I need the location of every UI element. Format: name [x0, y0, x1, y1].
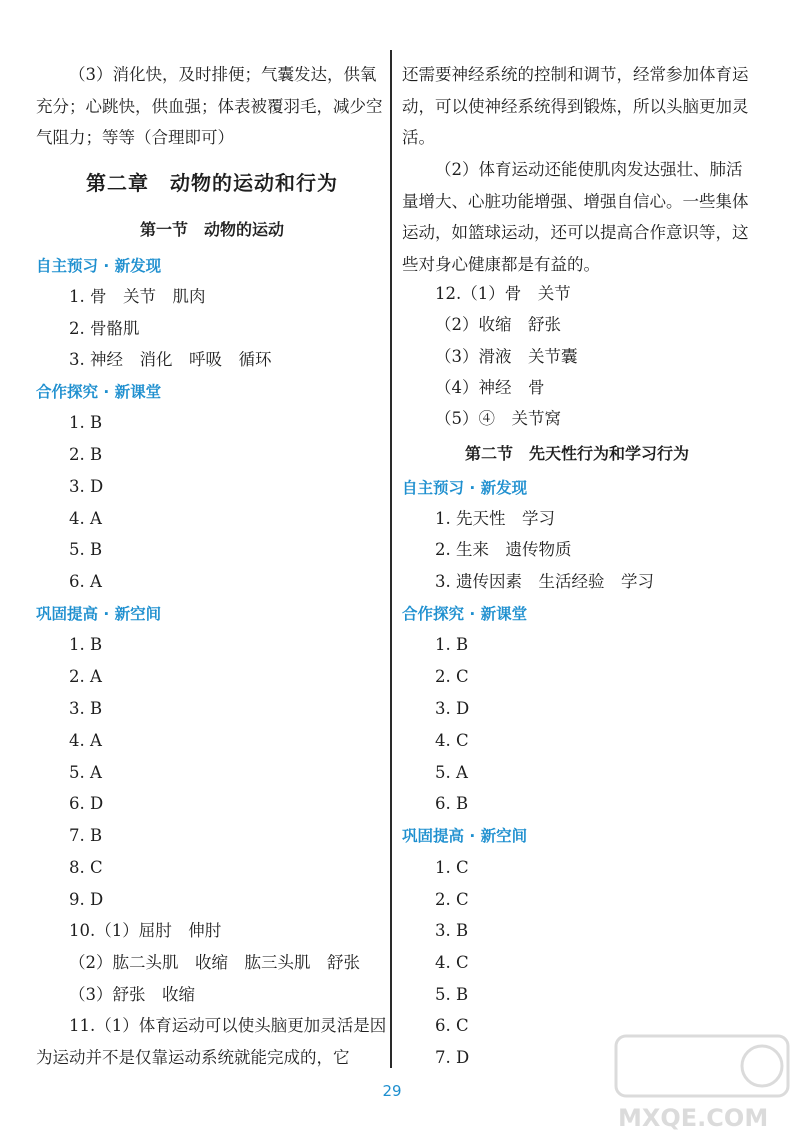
list-item: 1. B — [69, 413, 103, 432]
list-item: 6. B — [435, 794, 469, 813]
list-item: 2. 生来 遗传物质 — [435, 540, 572, 559]
continuation-paragraph: 还需要神经系统的控制和调节，经常参加体育运动，可以使神经系统得到锻炼，所以头脑更加灵活。 — [402, 65, 749, 147]
list-item: 4. A — [69, 731, 102, 750]
heading-explore-2: 合作探究 · 新课堂 — [402, 605, 528, 623]
list-item: 6. C — [435, 1016, 469, 1035]
list-item: 8. C — [69, 858, 103, 877]
list-item: 5. B — [435, 985, 469, 1004]
list-item: （4）神经 骨 — [435, 378, 545, 397]
section-title-1: 第一节 动物的运动 — [139, 220, 284, 239]
heading-explore-1: 合作探究 · 新课堂 — [36, 383, 162, 401]
list-item: 3. D — [69, 477, 104, 496]
list-item: 12.（1）骨 关节 — [435, 284, 571, 303]
list-item: 1. 先天性 学习 — [435, 509, 555, 528]
list-item: 2. A — [69, 667, 102, 686]
list-item: 6. D — [69, 794, 104, 813]
list-item: 7. B — [69, 826, 103, 845]
list-item: 5. A — [69, 763, 102, 782]
question-11-paragraph: 11.（1）体育运动可以使头脑更加灵活是因为运动并不是仅靠运动系统就能完成的，它 — [36, 1016, 387, 1067]
list-item: （5）④ 关节窝 — [435, 409, 561, 428]
intro-paragraph: （3）消化快，及时排便；气囊发达，供氧充分；心跳快，供血强；体表被覆羽毛，减少空气阻力；等等（合理即可） — [36, 65, 383, 147]
heading-consolidate-1: 巩固提高 · 新空间 — [36, 605, 162, 623]
heading-preview-2: 自主预习 · 新发现 — [402, 479, 528, 497]
list-item: 10.（1）屈肘 伸肘 — [69, 921, 222, 940]
list-item: 3. 遗传因素 生活经验 学习 — [435, 572, 654, 591]
list-item: 6. A — [69, 572, 102, 591]
heading-consolidate-2: 巩固提高 · 新空间 — [402, 827, 528, 845]
list-item: 9. D — [69, 890, 104, 909]
list-item: 1. B — [435, 635, 469, 654]
list-item: 3. B — [69, 699, 103, 718]
list-item: 1. B — [69, 635, 103, 654]
list-item: 1. C — [435, 858, 469, 877]
list-item: 1. 骨 关节 肌肉 — [69, 287, 206, 306]
column-divider — [390, 50, 392, 1068]
list-item: 2. B — [69, 445, 103, 464]
list-item: 3. 神经 消化 呼吸 循环 — [69, 350, 272, 369]
list-item: 7. D — [435, 1048, 470, 1067]
answer-paragraph: （2）体育运动还能使肌肉发达强壮、肺活量增大、心脏功能增强、增强自信心。一些集体运动，如篮球运动，还可以提高合作意识等，这些对身心健康都是有益的。 — [402, 160, 749, 274]
list-item: 5. A — [435, 763, 468, 782]
section-title-2: 第二节 先天性行为和学习行为 — [464, 444, 689, 463]
list-item: 5. B — [69, 540, 103, 559]
list-item: （3）舒张 收缩 — [69, 985, 195, 1004]
list-item: 2. C — [435, 890, 469, 909]
list-item: （2）肱二头肌 收缩 肱三头肌 舒张 — [69, 953, 360, 972]
list-item: 4. C — [435, 953, 469, 972]
list-item: 4. A — [69, 509, 102, 528]
list-item: 3. D — [435, 699, 470, 718]
list-item: 2. C — [435, 667, 469, 686]
list-item: 3. B — [435, 921, 469, 940]
page-number: 29 — [382, 1082, 402, 1100]
watermark-logo — [612, 1032, 792, 1136]
list-item: 2. 骨骼肌 — [69, 319, 140, 338]
chapter-title: 第二章 动物的运动和行为 — [86, 171, 338, 195]
list-item: （3）滑液 关节囊 — [435, 347, 578, 366]
list-item: （2）收缩 舒张 — [435, 315, 561, 334]
heading-preview-1: 自主预习 · 新发现 — [36, 257, 162, 275]
list-item: 4. C — [435, 731, 469, 750]
watermark-text: MXQE.COM — [618, 1104, 769, 1132]
